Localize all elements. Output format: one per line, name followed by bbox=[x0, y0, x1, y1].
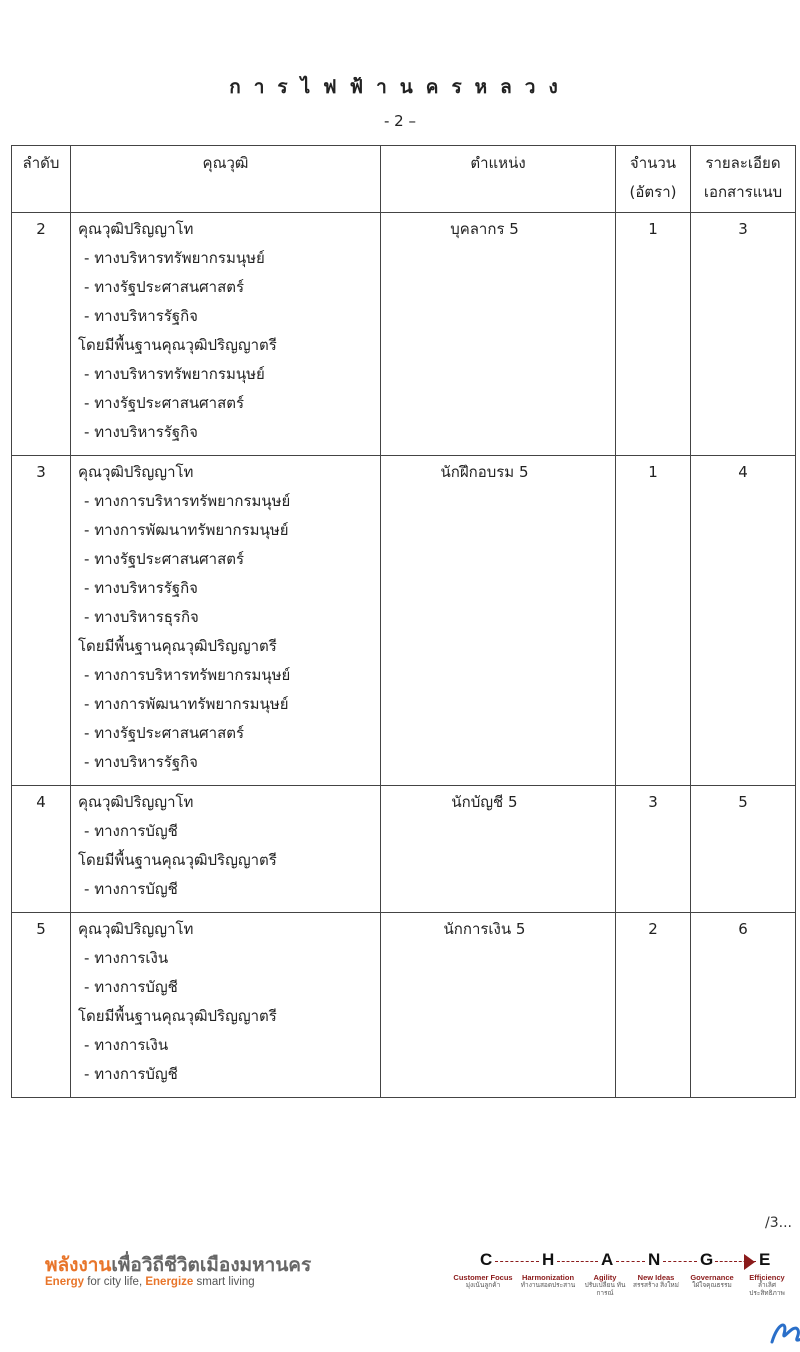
qualification-field: - ทางบริหารรัฐกิจ bbox=[78, 574, 376, 603]
change-letter: N bbox=[648, 1250, 661, 1269]
header-no: ลำดับ bbox=[12, 146, 71, 213]
table-row bbox=[12, 913, 796, 1098]
qualification-field: - ทางบริหารทรัพยากรมนุษย์ bbox=[78, 244, 376, 273]
header-count-line2: (อัตรา) bbox=[629, 183, 677, 201]
change-letter: H bbox=[542, 1250, 555, 1269]
value-thai: สรรสร้าง สิ่งใหม่ bbox=[633, 1282, 679, 1289]
page-number: - 2 – bbox=[384, 112, 416, 130]
value-thai: ใฝ่ใจคุณธรรม bbox=[692, 1282, 732, 1289]
qualification-field: - ทางการเงิน bbox=[78, 1031, 376, 1060]
value-thai: ทำงานสอดประสาน bbox=[520, 1282, 576, 1289]
qualification-degree: คุณวุฒิปริญญาโท bbox=[78, 793, 194, 811]
value-thai: มุ่งเน้นลูกค้า bbox=[465, 1282, 501, 1289]
value-english: Governance bbox=[690, 1273, 734, 1282]
qualification-cell bbox=[71, 913, 381, 1098]
qualification-cell bbox=[71, 786, 381, 913]
qualification-degree: คุณวุฒิปริญญาโท bbox=[78, 463, 194, 481]
qualification-field: - ทางบริหารรัฐกิจ bbox=[78, 748, 376, 777]
attachment-cell: 4 bbox=[691, 456, 796, 786]
slogan-en-end: smart living bbox=[193, 1276, 255, 1288]
dash-separator bbox=[715, 1261, 756, 1262]
qualification-degree: โดยมีพื้นฐานคุณวุฒิปริญญาตรี bbox=[78, 336, 277, 354]
count-cell: 1 bbox=[616, 456, 691, 786]
row-number: 5 bbox=[12, 913, 71, 1098]
slogan-english bbox=[45, 1276, 255, 1288]
count-cell: 2 bbox=[616, 913, 691, 1098]
position-cell: นักบัญชี 5 bbox=[381, 786, 616, 913]
qualification-field: - ทางการบัญชี bbox=[78, 875, 376, 904]
count-cell: 1 bbox=[616, 213, 691, 456]
value-english: Customer Focus bbox=[453, 1273, 513, 1282]
next-page-indicator: /3... bbox=[765, 1215, 792, 1231]
qualification-field: - ทางการบัญชี bbox=[78, 817, 376, 846]
slogan-en-mid: for city life, bbox=[84, 1276, 146, 1288]
position-cell: บุคลากร 5 bbox=[381, 213, 616, 456]
change-values-logo bbox=[450, 1250, 795, 1274]
count-cell: 3 bbox=[616, 786, 691, 913]
value-item bbox=[582, 1273, 628, 1298]
value-english: Harmonization bbox=[521, 1273, 575, 1282]
change-letter: C bbox=[480, 1250, 493, 1269]
qualification-field: - ทางรัฐประศาสนศาสตร์ bbox=[78, 545, 376, 574]
change-letter: G bbox=[700, 1250, 714, 1269]
change-letter: A bbox=[601, 1250, 614, 1269]
qualification-degree: คุณวุฒิปริญญาโท bbox=[78, 920, 194, 938]
value-thai: ล้ำเลิศ ประสิทธิภาพ bbox=[749, 1282, 785, 1297]
value-thai: ปรับเปลี่ยน ทันการณ์ bbox=[584, 1282, 626, 1297]
value-english: New Ideas bbox=[637, 1273, 675, 1282]
header-count bbox=[616, 146, 691, 213]
slogan-en-energize: Energize bbox=[145, 1276, 194, 1288]
slogan-thai-part1: พลังงาน bbox=[45, 1254, 112, 1276]
dash-separator bbox=[663, 1261, 697, 1262]
header-count-line1: จำนวน bbox=[629, 154, 677, 172]
qualifications-table bbox=[11, 145, 796, 1098]
qualification-field: - ทางบริหารธุรกิจ bbox=[78, 603, 376, 632]
dash-separator bbox=[495, 1261, 539, 1262]
qualification-degree: โดยมีพื้นฐานคุณวุฒิปริญญาตรี bbox=[78, 851, 277, 869]
attachment-cell: 5 bbox=[691, 786, 796, 913]
qualification-field: - ทางการบัญชี bbox=[78, 973, 376, 1002]
value-english: Agility bbox=[593, 1273, 617, 1282]
qualification-field: - ทางบริหารรัฐกิจ bbox=[78, 302, 376, 331]
change-letter: E bbox=[759, 1250, 771, 1269]
position-cell: นักฝึกอบรม 5 bbox=[381, 456, 616, 786]
qualification-field: - ทางการพัฒนาทรัพยากรมนุษย์ bbox=[78, 690, 376, 719]
arrow-icon bbox=[744, 1254, 755, 1270]
signature-icon bbox=[768, 1312, 800, 1352]
header-attachment bbox=[691, 146, 796, 213]
qualification-field: - ทางรัฐประศาสนศาสตร์ bbox=[78, 719, 376, 748]
header-qualification: คุณวุฒิ bbox=[71, 146, 381, 213]
table-body bbox=[12, 213, 796, 1098]
row-number: 3 bbox=[12, 456, 71, 786]
slogan-thai-part2: เพื่อวิถีชีวิตเมืองมหานคร bbox=[111, 1254, 312, 1276]
qualification-cell bbox=[71, 213, 381, 456]
value-item bbox=[452, 1273, 514, 1290]
header-position: ตำแหน่ง bbox=[381, 146, 616, 213]
table-row bbox=[12, 456, 796, 786]
qualification-degree: โดยมีพื้นฐานคุณวุฒิปริญญาตรี bbox=[78, 1007, 277, 1025]
qualification-field: - ทางรัฐประศาสนศาสตร์ bbox=[78, 273, 376, 302]
qualification-field: - ทางบริหารรัฐกิจ bbox=[78, 418, 376, 447]
row-number: 2 bbox=[12, 213, 71, 456]
table-row bbox=[12, 213, 796, 456]
row-number: 4 bbox=[12, 786, 71, 913]
qualification-field: - ทางบริหารทรัพยากรมนุษย์ bbox=[78, 360, 376, 389]
qualification-cell bbox=[71, 456, 381, 786]
value-item bbox=[630, 1273, 682, 1290]
value-item bbox=[684, 1273, 740, 1290]
value-english: Efficiency bbox=[749, 1273, 785, 1282]
header-attachment-line2: เอกสารแนบ bbox=[703, 183, 783, 201]
qualification-degree: โดยมีพื้นฐานคุณวุฒิปริญญาตรี bbox=[78, 637, 277, 655]
attachment-cell: 3 bbox=[691, 213, 796, 456]
position-cell: นักการเงิน 5 bbox=[381, 913, 616, 1098]
organization-title: การไฟฟ้านครหลวง bbox=[229, 76, 571, 98]
value-item bbox=[742, 1273, 792, 1298]
qualification-field: - ทางรัฐประศาสนศาสตร์ bbox=[78, 389, 376, 418]
table-header-row bbox=[12, 146, 796, 213]
qualification-field: - ทางการเงิน bbox=[78, 944, 376, 973]
slogan-en-energy: Energy bbox=[45, 1276, 84, 1288]
qualification-field: - ทางการบริหารทรัพยากรมนุษย์ bbox=[78, 487, 376, 516]
qualification-degree: คุณวุฒิปริญญาโท bbox=[78, 220, 194, 238]
attachment-cell: 6 bbox=[691, 913, 796, 1098]
qualification-field: - ทางการพัฒนาทรัพยากรมนุษย์ bbox=[78, 516, 376, 545]
value-item bbox=[516, 1273, 580, 1290]
qualification-field: - ทางการบริหารทรัพยากรมนุษย์ bbox=[78, 661, 376, 690]
dash-separator bbox=[616, 1261, 645, 1262]
dash-separator bbox=[557, 1261, 598, 1262]
qualification-field: - ทางการบัญชี bbox=[78, 1060, 376, 1089]
header-attachment-line1: รายละเอียด bbox=[705, 154, 781, 172]
table-row bbox=[12, 786, 796, 913]
